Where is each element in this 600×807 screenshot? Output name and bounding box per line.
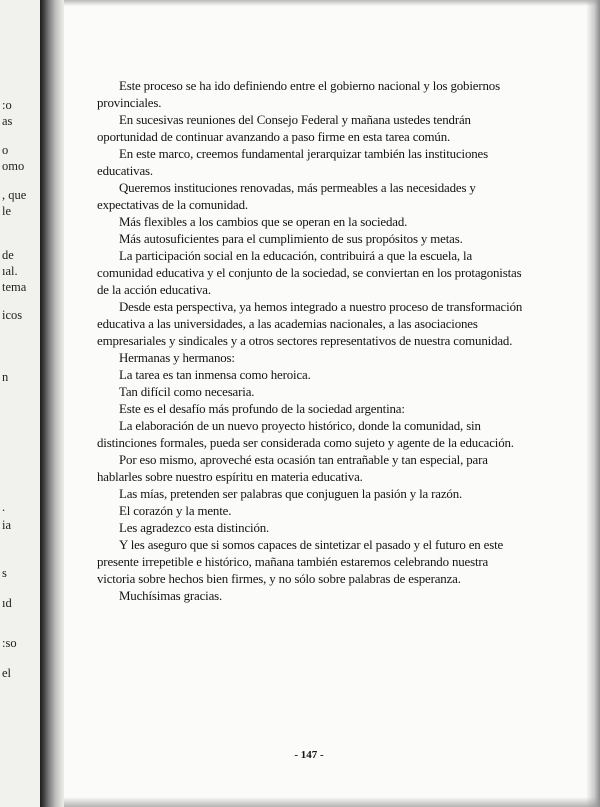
text-line: En este marco, creemos fundamental jerarquizar también las instituciones	[119, 147, 488, 161]
text-line: provinciales.	[97, 96, 162, 110]
body-text	[97, 78, 523, 605]
text-line: presente irrepetible e histórico, mañana también estaremos celebrando nuestra	[97, 555, 489, 569]
facing-fragment: de	[2, 248, 14, 262]
text-line: empresariales y sindicales y a otros sectores representativos de nuestra comunidad.	[97, 334, 513, 348]
facing-fragment: omo	[2, 159, 25, 173]
text-line: Y les aseguro que si somos capaces de sintetizar el pasado y el futuro en este	[119, 538, 504, 552]
text-line: Las mías, pretenden ser palabras que conjuguen la pasión y la razón.	[119, 487, 463, 501]
facing-fragment: ıd	[2, 596, 12, 610]
text-line: Este es el desafío más profundo de la sociedad argentina:	[119, 402, 405, 416]
text-line: Muchísimas gracias.	[119, 589, 223, 603]
facing-fragment: el	[2, 666, 12, 680]
page-top-shadow	[64, 0, 600, 6]
page-bottom-shadow	[64, 797, 600, 807]
text-line: expectativas de la comunidad.	[97, 198, 248, 212]
page-right-shadow	[586, 0, 600, 807]
text-line: El corazón y la mente.	[119, 504, 232, 518]
text-line: La tarea es tan inmensa como heroica.	[119, 368, 311, 382]
facing-fragment: .	[2, 500, 6, 514]
text-line: La elaboración de un nuevo proyecto histórico, donde la comunidad, sin	[119, 419, 481, 433]
facing-fragment: :so	[2, 636, 17, 650]
text-line: Tan difícil como necesaria.	[119, 385, 255, 399]
text-line: victoria sobre hechos bien firmes, y no sólo sobre palabras de esperanza.	[97, 572, 461, 586]
text-line: Más autosuficientes para el cumplimiento de sus propósitos y metas.	[119, 232, 463, 246]
text-line: Queremos instituciones renovadas, más permeables a las necesidades y	[119, 181, 476, 195]
facing-fragment: :o	[2, 98, 12, 112]
text-line: oportunidad de continuar avanzando a paso firme en esta tarea común.	[97, 130, 451, 144]
text-line: educativas.	[97, 164, 153, 178]
text-line: hablarles sobre nuestro espíritu en materia educativa.	[97, 470, 363, 484]
facing-fragment: as	[2, 114, 13, 128]
facing-page-fragment	[0, 0, 44, 807]
facing-fragment: icos	[2, 308, 23, 322]
text-line: educativa a las universidades, a las academias nacionales, a las asociaciones	[97, 317, 478, 331]
text-line: En sucesivas reuniones del Consejo Federal y mañana ustedes tendrán	[119, 113, 471, 127]
facing-fragment: n	[2, 370, 9, 384]
text-line: de la acción educativa.	[97, 283, 211, 297]
page-number: - 147 -	[294, 749, 324, 761]
facing-fragment: o	[2, 143, 9, 157]
text-line: distinciones formales, pueda ser considerada como sujeto y agente de la educación.	[97, 436, 514, 450]
text-line: Más flexibles a los cambios que se operan en la sociedad.	[119, 215, 408, 229]
text-line: Desde esta perspectiva, ya hemos integrado a nuestro proceso de transformación	[119, 300, 523, 314]
facing-fragment: le	[2, 204, 12, 218]
facing-fragment: ıal.	[2, 264, 18, 278]
text-line: Hermanas y hermanos:	[119, 351, 235, 365]
facing-fragment: tema	[2, 280, 27, 294]
text-line: comunidad educativa y el conjunto de la sociedad, se conviertan en los protagonistas	[97, 266, 522, 280]
text-line: Les agradezco esta distinción.	[119, 521, 270, 535]
facing-fragment: , que	[2, 188, 27, 202]
text-line: Este proceso se ha ido definiendo entre el gobierno nacional y los gobiernos	[119, 79, 500, 93]
text-line: La participación social en la educación, contribuirá a que la escuela, la	[119, 249, 473, 263]
facing-fragment: s	[2, 566, 7, 580]
text-line: Por eso mismo, aproveché esta ocasión tan entrañable y tan especial, para	[119, 453, 488, 467]
facing-fragment: ia	[2, 518, 12, 532]
